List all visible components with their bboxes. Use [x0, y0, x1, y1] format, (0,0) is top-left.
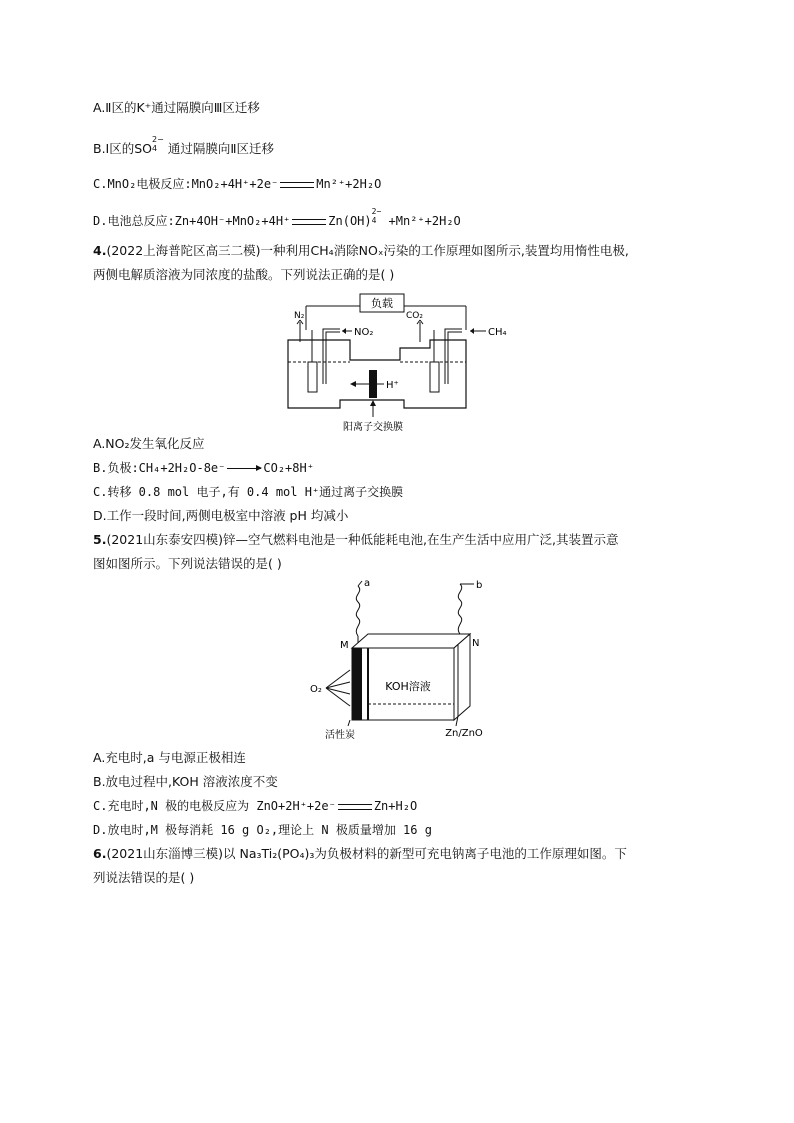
q5-stem-text1: (2021山东泰安四模)锌—空气燃料电池是一种低能耗电池,在生产生活中应用广泛,其装置示意	[106, 532, 619, 547]
q5-option-c-right: Zn+H₂O	[373, 799, 418, 813]
ch4-label: CH₄	[488, 327, 507, 338]
q3-option-a: A.Ⅱ区的K⁺通过隔膜向Ⅲ区迁移	[93, 100, 260, 115]
q4-option-b-left: B.负极:CH₄+2H₂O-8e⁻	[93, 461, 226, 475]
equals-sign-icon	[280, 182, 314, 188]
q5-option-c	[93, 797, 417, 815]
q3-option-b-charge: 2−	[152, 134, 164, 144]
q3-option-d-subscript: 4	[371, 215, 377, 225]
wire-coil-a	[356, 586, 359, 636]
label-a: a	[364, 578, 371, 589]
activated-carbon-electrode	[352, 648, 362, 720]
q5-option-b: B.放电过程中,KOH 溶液浓度不变	[93, 774, 278, 789]
label-m: M	[340, 640, 349, 651]
q3-option-b-ion: SO	[134, 141, 153, 156]
load-label: 负载	[371, 297, 393, 310]
label-b: b	[476, 580, 483, 591]
q4-option-a: A.NO₂发生氧化反应	[93, 436, 205, 451]
q4-option-d: D.工作一段时间,两侧电极室中溶液 pH 均减小	[93, 508, 349, 523]
q6-stem-line1	[93, 845, 627, 863]
q3-option-c	[93, 175, 381, 193]
battery-side-face	[454, 634, 470, 720]
q4-stem-line1	[93, 242, 629, 260]
q5-zinc-air-battery-diagram	[300, 578, 500, 743]
hplus-label: H⁺	[386, 380, 399, 391]
q4-fuel-cell-diagram	[280, 292, 520, 437]
q3-option-d	[93, 206, 461, 231]
q5-number: 5.	[93, 532, 107, 547]
wire-coil-b	[458, 584, 461, 634]
n2-label: N₂	[294, 311, 305, 321]
koh-label: KOH溶液	[385, 680, 431, 693]
q3-option-b-suffix: 通过隔膜向Ⅱ区迁移	[167, 141, 274, 156]
q4-stem-text1: (2022上海普陀区高三二模)一种利用CH₄消除NOₓ污染的工作原理如图所示,装置均用惰性电极,	[106, 243, 629, 258]
q3-option-d-mid: Zn(OH)	[328, 214, 372, 228]
q6-stem-line2: 列说法错误的是( )	[93, 870, 195, 885]
q6-stem-text1: (2021山东淄博三模)以 Na₃Ti₂(PO₄)₃为负极材料的新型可充电钠离子电池的工作原理如图。下	[106, 846, 627, 861]
q4-option-c: C.转移 0.8 mol 电子,有 0.4 mol H⁺通过离子交换膜	[93, 485, 404, 499]
no2-label: NO₂	[354, 327, 374, 338]
q3-option-c-right: Mn²⁺+2H₂O	[316, 177, 382, 191]
arrow-right-icon	[227, 468, 261, 469]
right-electrode	[430, 362, 439, 392]
q3-option-b-subscript: 4	[152, 143, 158, 153]
q3-option-d-left: D.电池总反应:Zn+4OH⁻+MnO₂+4H⁺	[93, 214, 291, 228]
co2-label: CO₂	[406, 311, 423, 321]
q4-number: 4.	[93, 243, 107, 258]
o2-label: O₂	[310, 684, 322, 695]
label-n: N	[472, 638, 480, 649]
q4-option-b	[93, 459, 314, 477]
q3-option-b-prefix: B.Ⅰ区的	[93, 141, 135, 156]
equals-sign-icon	[292, 219, 326, 225]
q3-option-d-right: +Mn²⁺+2H₂O	[388, 214, 461, 228]
carbon-label: 活性炭	[325, 730, 355, 741]
q4-stem-line2: 两侧电解质溶液为同浓度的盐酸。下列说法正确的是( )	[93, 267, 395, 282]
membrane-label: 阳离子交换膜	[343, 422, 403, 433]
q5-option-d: D.放电时,M 极每消耗 16 g O₂,理论上 N 极质量增加 16 g	[93, 823, 432, 837]
q3-option-c-left: C.MnO₂电极反应:MnO₂+4H⁺+2e⁻	[93, 177, 279, 191]
q3-option-d-charge: 2−	[371, 206, 382, 216]
q4-option-b-right: CO₂+8H⁺	[263, 461, 314, 475]
q5-stem-line1	[93, 531, 618, 549]
q3-option-b	[93, 134, 274, 159]
battery-top-face	[352, 634, 470, 648]
q6-number: 6.	[93, 846, 107, 861]
q5-option-a: A.充电时,a 与电源正极相连	[93, 750, 246, 765]
q5-option-c-left: C.充电时,N 极的电极反应为 ZnO+2H⁺+2e⁻	[93, 799, 336, 813]
zn-zno-label: Zn/ZnO	[445, 728, 483, 739]
left-electrode	[308, 362, 317, 392]
equals-sign-icon	[338, 804, 372, 810]
q5-stem-line2: 图如图所示。下列说法错误的是( )	[93, 556, 282, 571]
